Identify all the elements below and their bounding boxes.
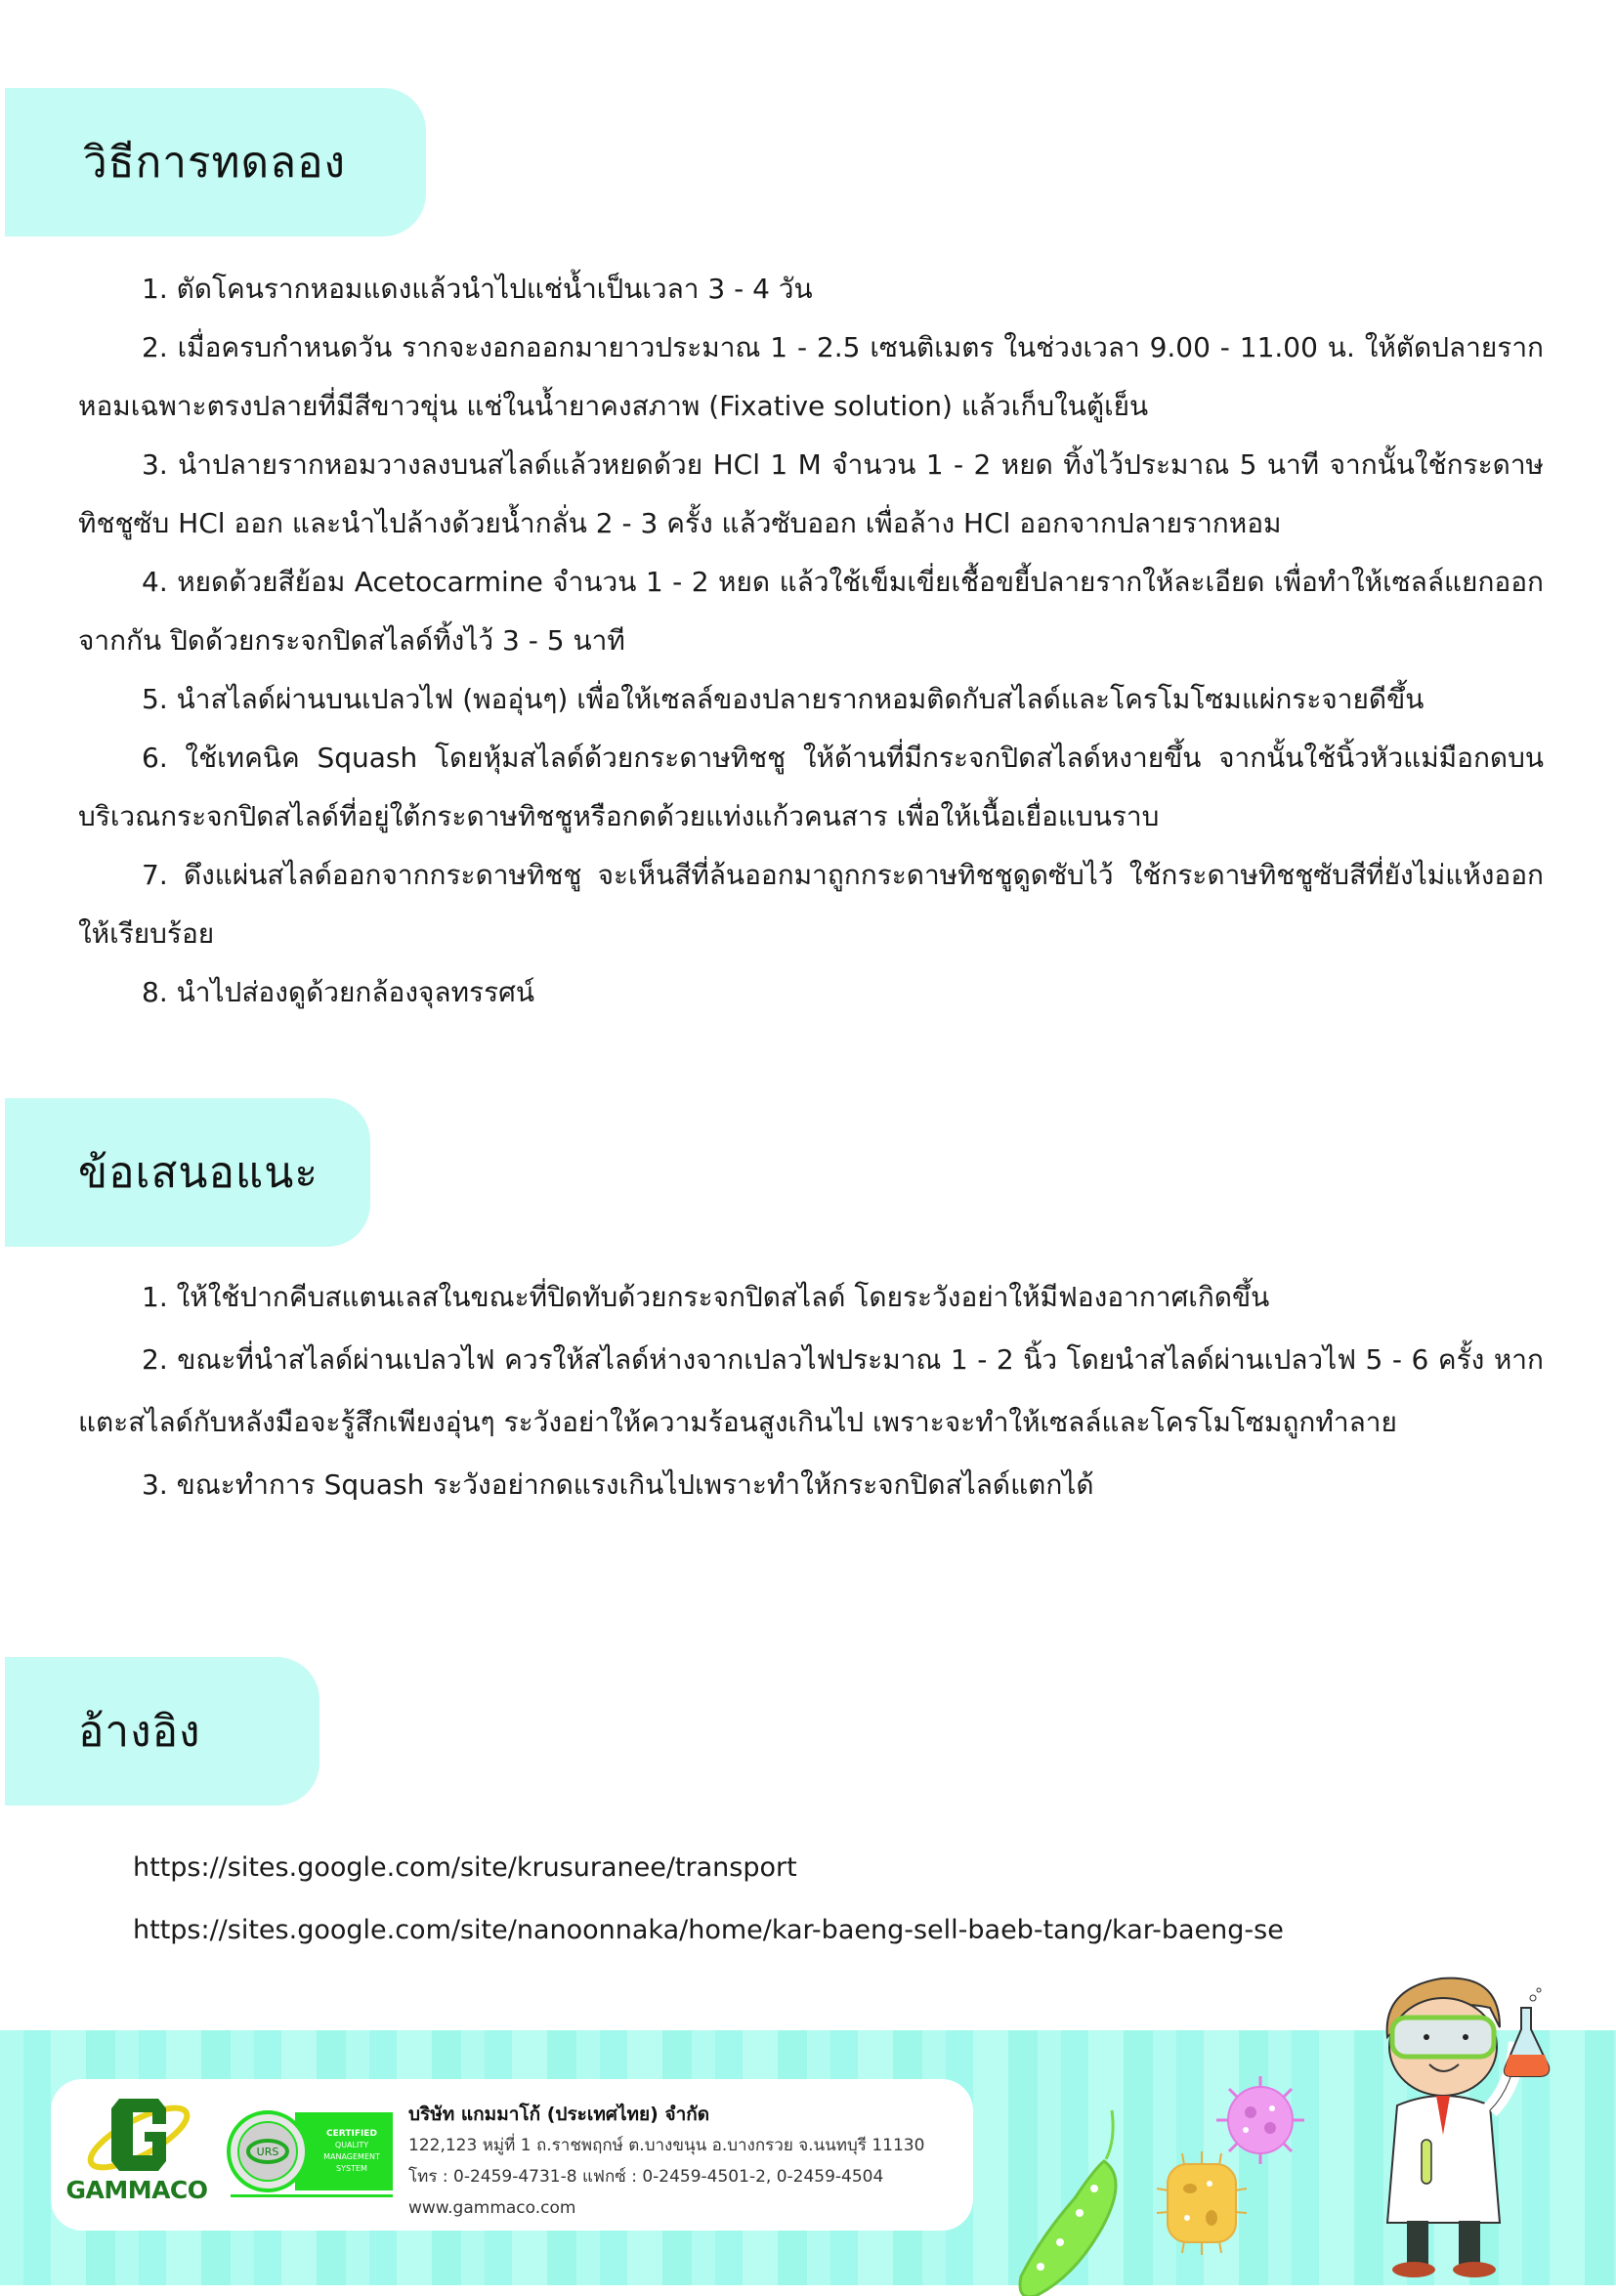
method-step: 2. เมื่อครบกำหนดวัน รากจะงอกออกมายาวประมาณ 1 - 2.5 เซนติเมตร ในช่วงเวลา 9.00 - 11.00 น. ให้ตัดปลายรากหอมเฉพาะตรงปลายที่มีสีขาวขุ่น แช่ในน้ำยาคงสภาพ (Fixative solution) แล้วเก็บในตู้เย็น	[78, 331, 1544, 422]
company-contact-info	[408, 2099, 924, 2224]
svg-text:SYSTEM: SYSTEM	[336, 2164, 367, 2173]
reference-link[interactable]: https://sites.google.com/site/nanoonnaka/home/kar-baeng-sell-baeb-tang/kar-baeng-se	[133, 1915, 1284, 1945]
suggestion-item: 2. ขณะที่นำสไลด์ผ่านเปลวไฟ ควรให้สไลด์ห่างจากเปลวไฟประมาณ 1 - 2 นิ้ว โดยนำสไลด์ผ่านเปลวไฟ 5 - 6 ครั้ง หากแตะสไลด์กับหลังมือจะรู้สึกเพียงอุ่นๆ ระวังอย่าให้ความร้อนสูงเกินไป เพราะจะทำให้เซลล์และโครโมโซมถูกทำลาย	[78, 1343, 1544, 1438]
svg-text:MANAGEMENT: MANAGEMENT	[323, 2152, 380, 2161]
svg-text:URS: URS	[256, 2146, 279, 2158]
svg-text:QUALITY: QUALITY	[334, 2141, 369, 2149]
gammaco-logo	[59, 2091, 215, 2208]
section-header-method	[5, 88, 426, 236]
company-address: 122,123 หมู่ที่ 1 ถ.ราชพฤกษ์ ต.บางขนุน อ.บางกรวย จ.นนทบุรี 11130	[408, 2136, 925, 2155]
section-title-method: วิธีการทดลอง	[83, 138, 346, 188]
gammaco-g-emblem-icon	[59, 2091, 215, 2179]
method-step: 5. นำสไลด์ผ่านบนเปลวไฟ (พออุ่นๆ) เพื่อให้เซลล์ของปลายรากหอมติดกับสไลด์และโครโมโซมแผ่กระจายดีขึ้น	[142, 683, 1425, 715]
svg-text:CERTIFIED: CERTIFIED	[326, 2129, 377, 2139]
method-step: 8. นำไปส่องดูด้วยกล้องจุลทรรศน์	[142, 976, 535, 1008]
section-header-suggestions	[5, 1098, 370, 1247]
scientist-character-icon	[1353, 1969, 1568, 2281]
company-website-link[interactable]: www.gammaco.com	[408, 2198, 576, 2218]
green-bacterium-icon	[997, 2101, 1143, 2296]
method-step: 6. ใช้เทคนิค Squash โดยหุ้มสไลด์ด้วยกระดาษทิชชู ให้ด้านที่มีกระจกปิดสไลด์หงายขึ้น จากนั้นใช้นิ้วหัวแม่มือกดบนบริเวณกระจกปิดสไลด์ที่อยู่ใต้กระดาษทิชชูหรือกดด้วยแท่งแก้วคนสาร เพื่อให้เนื้อเยื่อแบนราบ	[78, 742, 1544, 832]
section-header-references	[5, 1657, 319, 1806]
section-title-suggestions: ข้อเสนอแนะ	[78, 1148, 319, 1198]
method-step: 1. ตัดโคนรากหอมแดงแล้วนำไปแช่น้ำเป็นเวลา 3 - 4 วัน	[142, 273, 813, 305]
yellow-microbe-icon	[1153, 2149, 1251, 2257]
suggestion-item: 3. ขณะทำการ Squash ระวังอย่ากดแรงเกินไปเพราะทำให้กระจกปิดสไลด์แตกได้	[142, 1468, 1094, 1501]
urs-certification-badge	[227, 2108, 393, 2198]
company-phone-fax: โทร : 0-2459-4731-8 แฟกซ์ : 0-2459-4501-2, 0-2459-4504	[408, 2167, 884, 2187]
section-title-references: อ้างอิง	[78, 1707, 201, 1757]
method-step: 3. นำปลายรากหอมวางลงบนสไลด์แล้วหยดด้วย HCl 1 M จำนวน 1 - 2 หยด ทิ้งไว้ประมาณ 5 นาที จากนั้นใช้กระดาษทิชชูซับ HCl ออก และนำไปล้างด้วยน้ำกลั่น 2 - 3 ครั้ง แล้วซับออก เพื่อล้าง HCl ออกจากปลายรากหอม	[78, 448, 1544, 539]
suggestion-item: 1. ให้ใช้ปากคีบสแตนเลสในขณะที่ปิดทับด้วยกระจกปิดสไลด์ โดยระวังอย่าให้มีฟองอากาศเกิดขึ้น	[142, 1281, 1270, 1313]
method-step: 4. หยดด้วยสีย้อม Acetocarmine จำนวน 1 - 2 หยด แล้วใช้เข็มเขี่ยเชื้อขยี้ปลายรากให้ละเอียด เพื่อทำให้เซลล์แยกออกจากกัน ปิดด้วยกระจกปิดสไลด์ทิ้งไว้ 3 - 5 นาที	[78, 566, 1544, 657]
references-list	[133, 1837, 1284, 1962]
company-name: บริษัท แกมมาโก้ (ประเทศไทย) จำกัด	[408, 2104, 710, 2125]
urs-certification-icon	[227, 2108, 393, 2198]
method-step: 7. ดึงแผ่นสไลด์ออกจากกระดาษทิชชู จะเห็นสีที่ล้นออกมาถูกกระดาษทิชชูดูดซับไว้ ใช้กระดาษทิชชูซับสีที่ยังไม่แห้งออกให้เรียบร้อย	[78, 859, 1544, 950]
method-steps-list	[78, 260, 1544, 1022]
gammaco-wordmark: GAMMACO	[65, 2176, 208, 2204]
reference-link[interactable]: https://sites.google.com/site/krusuranee/transport	[133, 1852, 797, 1883]
suggestions-list	[78, 1266, 1544, 1516]
